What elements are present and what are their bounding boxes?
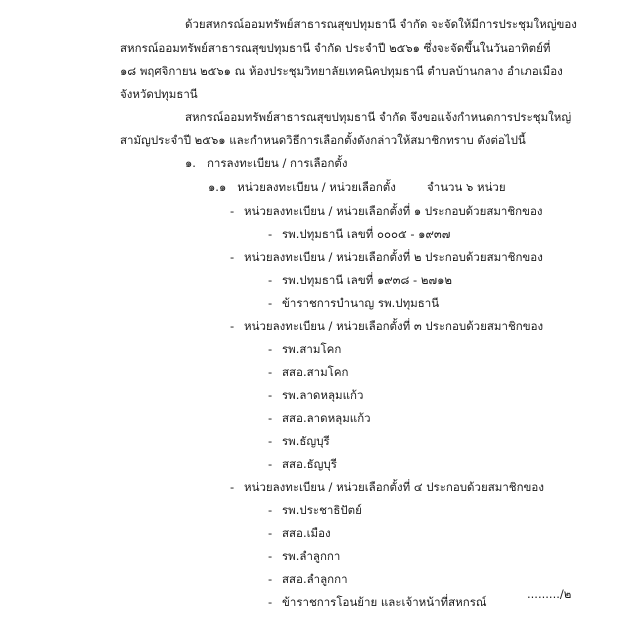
dash-bullet: -	[268, 526, 273, 540]
unit-header	[230, 250, 543, 264]
unit-member-item	[268, 526, 331, 540]
subsection-heading	[208, 180, 396, 194]
section1-number: ๑.	[185, 156, 196, 170]
unit-member-item	[268, 411, 371, 425]
unit-member-item	[268, 227, 450, 241]
dash-bullet: -	[268, 273, 273, 287]
unit-member-text: ข้าราชการบำนาญ รพ.ปทุมธานี	[282, 296, 440, 310]
unit-member-text: สสอ.เมือง	[282, 526, 331, 540]
unit-member-item	[268, 296, 439, 310]
unit-member-item	[268, 365, 349, 379]
unit-member-text: รพ.สามโคก	[282, 342, 342, 356]
dash-bullet: -	[268, 549, 273, 563]
dash-bullet: -	[230, 250, 235, 264]
dash-bullet: -	[268, 388, 273, 402]
unit-member-text: รพ.ลาดหลุมแก้ว	[282, 388, 364, 402]
unit-member-text: รพ.ปทุมธานี เลขที่ ๐๐๐๕ - ๑๙๓๗	[282, 227, 451, 241]
dash-bullet: -	[268, 296, 273, 310]
dash-bullet: -	[268, 227, 273, 241]
dash-bullet: -	[230, 480, 235, 494]
unit-member-item	[268, 549, 340, 563]
dash-bullet: -	[268, 434, 273, 448]
dash-bullet: -	[230, 204, 235, 218]
unit-member-text: ข้าราชการโอนย้าย และเจ้าหน้าที่สหกรณ์	[282, 595, 487, 609]
unit-header	[230, 480, 544, 494]
unit-header	[230, 204, 543, 218]
unit-member-text: รพ.ปทุมธานี เลขที่ ๑๙๓๘ - ๒๗๑๒	[282, 273, 452, 287]
unit-member-text: สสอ.ธัญบุรี	[282, 457, 337, 471]
unit-member-item	[268, 342, 341, 356]
dash-bullet: -	[268, 457, 273, 471]
unit-member-item	[268, 457, 337, 471]
unit-member-item	[268, 434, 330, 448]
unit-header-text: หน่วยลงทะเบียน / หน่วยเลือกตั้งที่ ๑ ประกอบด้วยสมาชิกของ	[244, 204, 543, 218]
unit-member-text: สสอ.ลำลูกกา	[282, 572, 348, 586]
unit-member-text: รพ.ประชาธิปัตย์	[282, 503, 362, 517]
unit-header-text: หน่วยลงทะเบียน / หน่วยเลือกตั้งที่ ๔ ประกอบด้วยสมาชิกของ	[244, 480, 544, 494]
dash-bullet: -	[268, 595, 273, 609]
subsection-number: ๑.๑	[208, 180, 227, 194]
unit-member-item	[268, 572, 348, 586]
unit-member-text: รพ.ลำลูกกา	[282, 549, 341, 563]
unit-header-text: หน่วยลงทะเบียน / หน่วยเลือกตั้งที่ ๓ ประกอบด้วยสมาชิกของ	[244, 319, 544, 333]
paragraph1-line2: สหกรณ์ออมทรัพย์สาธารณสุขปทุมธานี จำกัด ประจำปี ๒๕๖๑ ซึ่งจะจัดขึ้นในวันอาทิตย์ที่	[120, 41, 551, 55]
unit-member-text: สสอ.สามโคก	[282, 365, 349, 379]
dash-bullet: -	[268, 342, 273, 356]
section1-heading	[185, 156, 348, 170]
unit-header-text: หน่วยลงทะเบียน / หน่วยเลือกตั้งที่ ๒ ประกอบด้วยสมาชิกของ	[244, 250, 543, 264]
unit-member-item	[268, 273, 452, 287]
unit-header	[230, 319, 543, 333]
paragraph2-line2: สามัญประจำปี ๒๕๖๑ และกำหนดวิธีการเลือกตั้งดังกล่าวให้สมาชิกทราบ ดังต่อไปนี้	[120, 133, 526, 147]
dash-bullet: -	[268, 503, 273, 517]
dash-bullet: -	[268, 365, 273, 379]
unit-member-item	[268, 595, 487, 609]
paragraph1-line1: ด้วยสหกรณ์ออมทรัพย์สาธารณสุขปทุมธานี จำกัด จะจัดให้มีการประชุมใหญ่ของ	[185, 17, 577, 31]
next-page-marker: ........./๒	[527, 587, 572, 601]
subsection-title: หน่วยลงทะเบียน / หน่วยเลือกตั้ง	[237, 180, 396, 194]
dash-bullet: -	[230, 319, 235, 333]
unit-member-text: รพ.ธัญบุรี	[282, 434, 330, 448]
paragraph1-line3: ๑๘ พฤศจิกายน ๒๕๖๑ ณ ห้องประชุมวิทยาลัยเทคนิคปทุมธานี ตำบลบ้านกลาง อำเภอเมือง	[120, 64, 563, 78]
unit-member-item	[268, 503, 362, 517]
unit-member-item	[268, 388, 363, 402]
unit-member-text: สสอ.ลาดหลุมแก้ว	[282, 411, 371, 425]
paragraph2-line1: สหกรณ์ออมทรัพย์สาธารณสุขปทุมธานี จำกัด จึงขอแจ้งกำหนดการประชุมใหญ่	[185, 110, 572, 124]
section1-title: การลงทะเบียน / การเลือกตั้ง	[206, 156, 348, 170]
paragraph1-line4: จังหวัดปทุมธานี	[120, 87, 198, 101]
dash-bullet: -	[268, 572, 273, 586]
subsection-count: จำนวน ๖ หน่วย	[427, 180, 506, 194]
dash-bullet: -	[268, 411, 273, 425]
